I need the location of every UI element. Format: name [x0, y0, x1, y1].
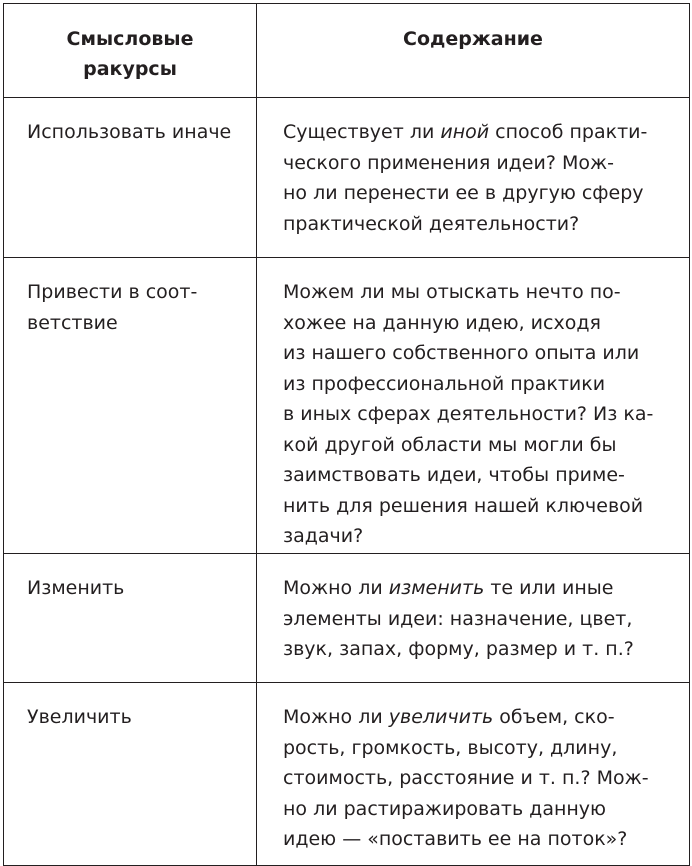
- content-text: объем, ско-: [493, 706, 615, 728]
- content-line: [283, 573, 681, 604]
- aspect-text: Изменить: [27, 577, 125, 599]
- content-line: из профессиональной практики: [283, 372, 606, 395]
- content-line: ческого применения идеи? Мож-: [283, 151, 614, 174]
- aspect-text: Привести в соот-: [27, 281, 198, 303]
- header-content-label: Содержание: [403, 28, 543, 50]
- header-row: [4, 4, 690, 98]
- content-line: заимствовать идеи, чтобы приме-: [283, 464, 625, 486]
- table-row: [4, 683, 690, 866]
- header-aspects-line1: Смысловые: [66, 28, 194, 50]
- emphasis-text: изменить: [388, 577, 485, 599]
- ideas-table: [3, 3, 690, 866]
- content-line: но ли перенести ее в другую сферу: [283, 182, 644, 204]
- emphasis-text: увеличить: [388, 706, 494, 728]
- content-line: но ли растиражировать данную: [283, 797, 607, 820]
- header-content: [257, 4, 690, 98]
- content-cell: [257, 258, 690, 554]
- aspect-cell: [4, 98, 257, 258]
- content-cell: [257, 554, 690, 683]
- table-row: [4, 554, 690, 683]
- content-text: Можно ли: [283, 706, 389, 728]
- aspect-text: ветствие: [27, 311, 118, 334]
- content-line: кой другой области мы могли бы: [283, 433, 617, 456]
- aspect-text: Увеличить: [27, 706, 132, 728]
- content-text: Можно ли: [283, 577, 389, 599]
- table-row: [4, 98, 690, 258]
- content-line: идею — «поставить ее на поток»?: [283, 828, 628, 850]
- emphasis-text: иной: [440, 121, 490, 143]
- aspect-cell: [4, 554, 257, 683]
- content-cell: [257, 683, 690, 866]
- content-line: [283, 702, 681, 733]
- content-text: способ практи-: [489, 121, 648, 143]
- content-cell: [257, 98, 690, 258]
- aspect-cell: [4, 258, 257, 554]
- content-line: рость, громкость, высоту, длину,: [283, 736, 618, 759]
- content-line: из нашего собственного опыта или: [283, 342, 640, 364]
- content-line: в иных сферах деятельности? Из ка-: [283, 403, 654, 425]
- content-text: Существует ли: [283, 121, 441, 143]
- content-line: элементы идеи: назначение, цвет,: [283, 607, 633, 630]
- content-line: хожее на данную идею, исходя: [283, 311, 601, 334]
- content-line: стоимость, расстояние и т. п.? Мож-: [283, 767, 649, 789]
- aspect-cell: [4, 683, 257, 866]
- content-line: Можем ли мы отыскать нечто по-: [283, 281, 621, 303]
- content-line: звук, запах, форму, размер и т. п.?: [283, 638, 634, 660]
- content-text: те или иные: [484, 577, 614, 599]
- header-aspects-line2: ракурсы: [83, 58, 177, 80]
- content-line: [283, 117, 681, 148]
- content-line: практической деятельности?: [283, 212, 580, 235]
- header-aspects: [4, 4, 257, 98]
- content-line: нить для решения нашей ключевой: [283, 494, 644, 517]
- content-line: задачи?: [283, 525, 364, 547]
- aspect-text: Использовать иначе: [27, 121, 232, 143]
- table-row: [4, 258, 690, 554]
